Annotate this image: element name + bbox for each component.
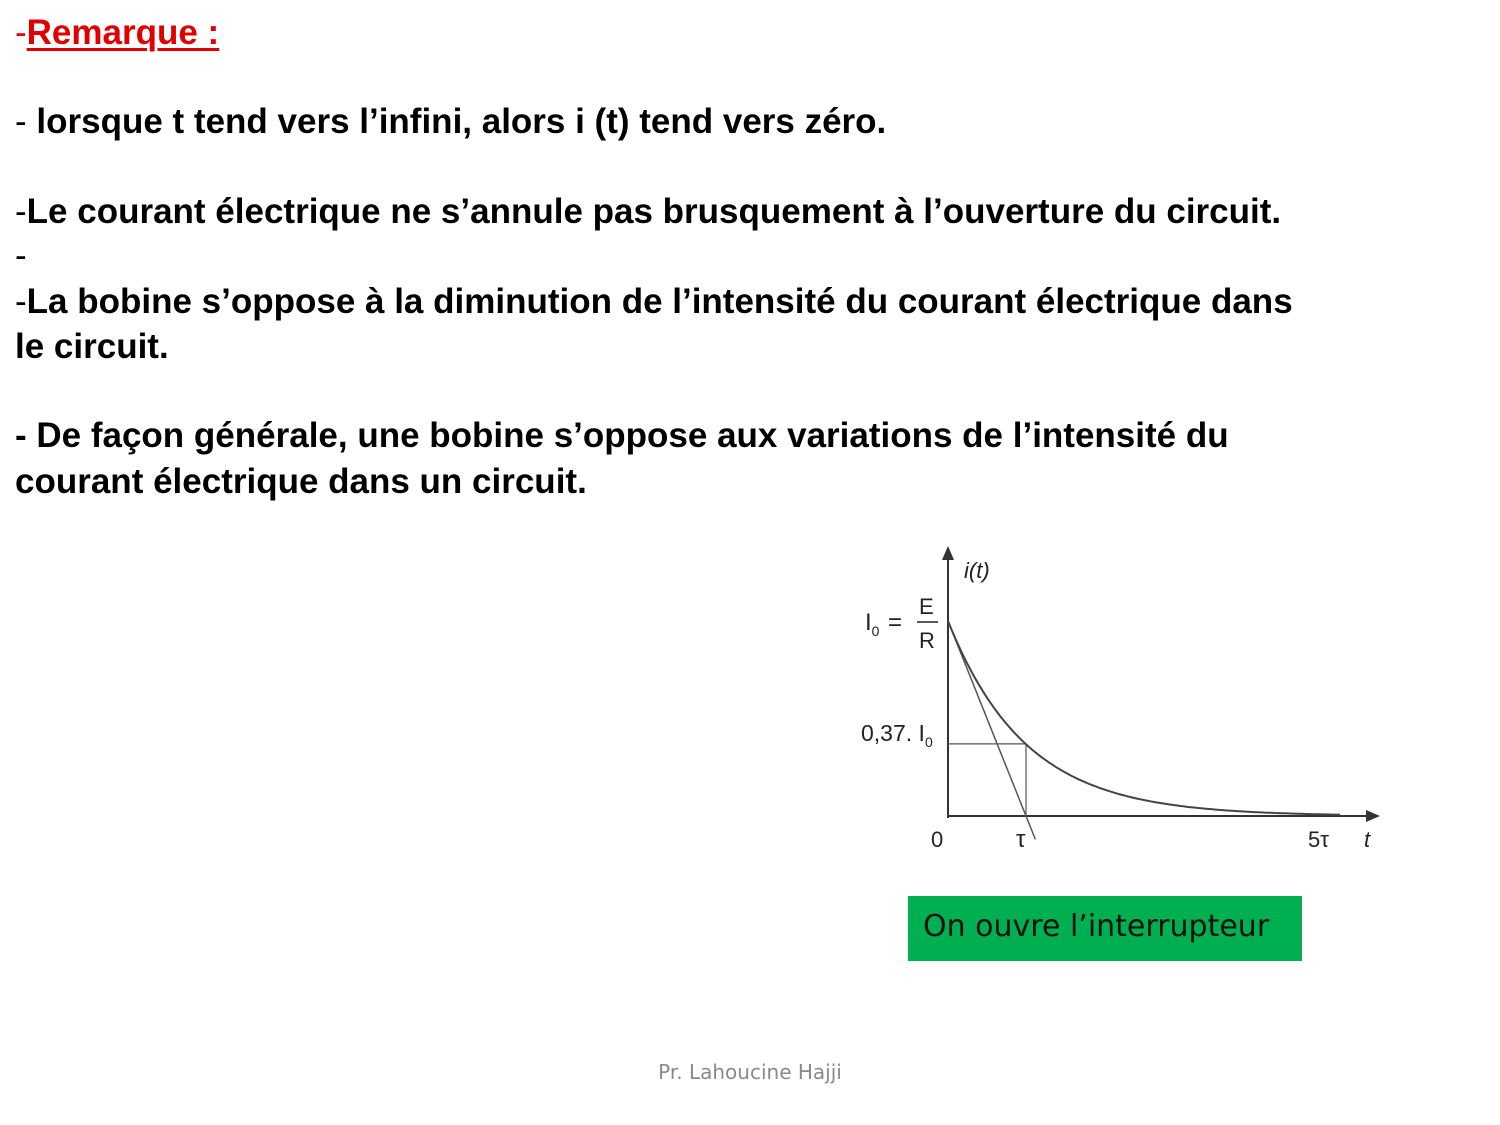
- y-axis-arrowhead: [942, 546, 954, 560]
- paragraph-dash: -: [15, 102, 37, 141]
- paragraph-no-abrupt-stop: [15, 192, 1281, 232]
- lone-dash-line: [15, 236, 27, 276]
- remark-dash: -: [15, 13, 27, 52]
- tau-label: τ: [1016, 826, 1026, 853]
- y-axis-label: i(t): [964, 558, 990, 583]
- paragraph-dash: -: [15, 282, 27, 321]
- paragraph-text: - De façon générale, une bobine s’oppose aux variations de l’intensité du: [15, 416, 1229, 455]
- paragraph-dash: -: [15, 192, 27, 231]
- paragraph-coil-opposes-decrease-cont: [15, 327, 169, 367]
- x-axis-label: t: [1364, 827, 1371, 852]
- paragraph-text: La bobine s’oppose à la diminution de l’intensité du courant électrique dans: [26, 282, 1293, 321]
- tangent-line: [948, 621, 1035, 839]
- origin-label: 0: [931, 827, 944, 852]
- paragraph-infinity: [15, 102, 886, 142]
- level-subscript: 0: [924, 734, 933, 750]
- level-label: [861, 720, 933, 750]
- switch-opened-note: [908, 896, 1302, 961]
- i0-symbol: I: [865, 609, 872, 636]
- five-tau-label: 5τ: [1308, 827, 1329, 852]
- paragraph-coil-opposes-decrease: [15, 282, 1293, 322]
- level-text: 0,37. I: [861, 720, 925, 746]
- paragraph-text: le circuit.: [15, 327, 169, 366]
- current-decay-graph: [850, 540, 1390, 870]
- paragraph-general-rule-cont: [15, 462, 587, 502]
- i0-subscript: 0: [871, 623, 880, 639]
- i0-label: [865, 609, 880, 639]
- decay-curve: [948, 621, 1340, 815]
- paragraph-dash: -: [15, 236, 27, 275]
- x-axis-arrowhead: [1366, 810, 1380, 822]
- paragraph-text: courant électrique dans un circuit.: [15, 462, 587, 501]
- fraction-numerator: E: [919, 594, 934, 619]
- fraction-denominator: R: [919, 628, 935, 653]
- remark-title: Remarque :: [26, 13, 220, 52]
- paragraph-general-rule: [15, 416, 1229, 456]
- paragraph-text: lorsque t tend vers l’infini, alors i (t) tend vers zéro.: [36, 102, 887, 141]
- switch-opened-text: On ouvre l’interrupteur: [923, 909, 1270, 944]
- i0-equals: =: [888, 609, 903, 636]
- paragraph-text: Le courant électrique ne s’annule pas brusquement à l’ouverture du circuit.: [26, 192, 1282, 231]
- footer-author: Pr. Lahoucine Hajji: [658, 1060, 842, 1084]
- remark-heading: [15, 13, 219, 53]
